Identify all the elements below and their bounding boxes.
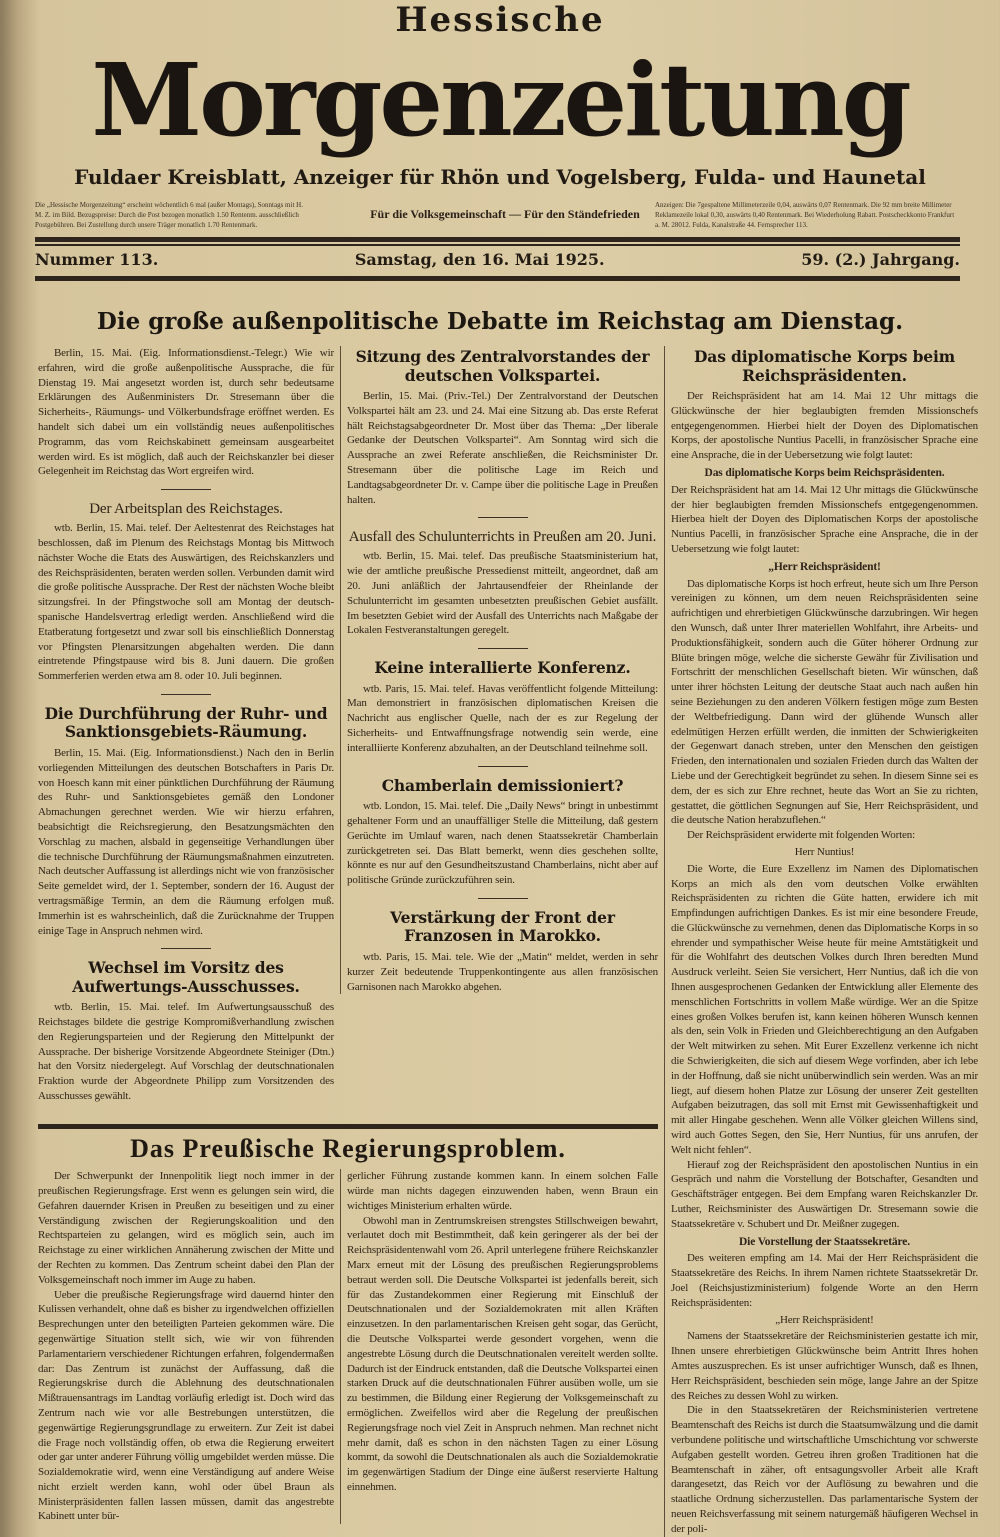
article-text: Die in den Staatssekretären der Reichsministerien vertretene Beamtenschaft des Reichs ist durch die Staatsumwälzung und die damit verbundene politische und wirtschaftliche Umschichtung vor schwerste Aufgaben gestellt worden. Getreu ihren großen Traditionen hat die Beamtenschaft in zäher, oft entsagungsvoller Arbeit alle Kraft darangesetzt, das Reich vor der Auflösung zu bewahren und die staatliche Ordnung sicherzustellen. Das parlamentarische System der neuen Reichsverfassung mit seinem naturgemäß häufigeren Wechsel in der poli- <box>671 1404 978 1535</box>
subheading: Die Vorstellung der Staatssekretäre. <box>739 1235 910 1248</box>
masthead-title: Morgenzeitung <box>91 41 909 159</box>
article-title: Ausfall des Schulunterrichts in Preußen am 20. Juni. <box>348 529 657 546</box>
article-text: Namens der Staatssekretäre der Reichsministerien gestatte ich mir, Ihnen unsere ehrerbietigen Glückwünsche beim Antritt Ihres hohen Amtes auszusprechen. Es ist unser aufrichtiger Wunsch, daß es Ihnen, Herr Reichspräsident, beschieden sein möge, lange Jahre an der Spitze des Reiches zu dessen Wohl zu wirken. <box>671 1330 978 1402</box>
article-text: Obwohl man in Zentrumskreisen strengstes Stillschweigen bewahrt, verlautet doch mit Bestimmtheit, daß kein geringerer als der bei der Reichspräsidentenwahl vom 26. April unterlegene frühere Reichskanzler Marx erneut mit der Lösung des preußischen Regierungsproblems betraut werden soll. Die Deutsche Volkspartei ist jedenfalls bereit, sich für das Zustandekommen einer Regierung mit Einschluß der Deutschnationalen und der Sozialdemokraten mit allen Kräften einzusetzen. In den parlamentarischen Kreisen geht sogar, das Gerücht, die Deutsche Volkspartei werde gesondert vorgehen, wenn die angestrebte Lösung durch die Deutschnationalen vereitelt werden sollte. Dadurch ist der Eindruck entstanden, daß die Deutsche Volkspartei einen starken Druck auf die deutschnationalen Führer ausüben wolle, um sie zu bestimmen, die Bildung einer Regierung der Volksgemeinschaft zu ermöglichen. Zweifellos wird aber die Regelung der preußischen Regierungsfrage noch viel Zeit in Anspruch nehmen. Man rechnet nicht mehr damit, daß es schon in den nächsten Tagen zu einer Lösung kommt, da sowohl die Deutschnationalen als auch die Sozialdemokratie im gegenwärtigen Stadium der Dinge eine äußerst reservierte Haltung einnehmen. <box>347 1214 658 1493</box>
motto: Für die Volksgemeinschaft — Für den Ständefrieden <box>370 207 640 221</box>
article-text: Des weiteren empfing am 14. Mai der Herr Reichspräsident die Staatssekretäre des Reichs. In ihrem Namen richtete Staatssekretär Dr. Joel (Reichsjustizministerium) folgende Worte an den Herrn Reichspräsidenten: <box>671 1252 978 1309</box>
column-2 <box>340 346 658 994</box>
separator <box>161 948 211 949</box>
separator <box>478 766 528 767</box>
separator <box>478 648 528 649</box>
subscription-info: Die „Hessische Morgenzeitung“ erscheint wöchentlich 6 mal (außer Montags), Sonntags mit H. M. Z. im Bild. Bezugspreise: Durch die Post bezogen monatlich 1.50 Rentenm. ausschließlich Postgebühren. Bei Zustellung durch unsere Träger monatlich 1.70 Rentenmark. <box>35 201 303 229</box>
lower-column-1 <box>38 1169 334 1524</box>
article-title: Das diplomatische Korps beim Reichspräsidenten. <box>694 347 955 385</box>
subheading: Das diplomatische Korps beim Reichspräsidenten. <box>704 466 945 479</box>
lower-article <box>38 1124 658 1524</box>
salutation: „Herr Reichspräsident! <box>775 1313 874 1326</box>
salutation: Herr Nuntius! <box>794 845 855 858</box>
article-text: Hierauf zog der Reichspräsident den apostolischen Nuntius in ein Gespräch und nahm die Vorstellung der Botschafter, Gesandten und Geschäftsträger entgegen. Bei dem Empfang waren Reichskanzler Dr. Luther, Reichsminister des Auswärtigen Dr. Stresemann sowie die Staatssekretäre v. Schubert und Dr. Meißner zugegen. <box>671 1158 978 1230</box>
rule <box>35 244 960 246</box>
separator <box>161 489 211 490</box>
article-title: Die Durchführung der Ruhr- und Sanktionsgebiets-Räumung. <box>44 703 328 742</box>
issue-number: Nummer 113. <box>35 250 159 269</box>
separator <box>478 898 528 899</box>
lower-columns <box>38 1169 658 1524</box>
lower-column-2 <box>340 1169 658 1524</box>
article-title: Chamberlain demissioniert? <box>381 775 624 795</box>
separator <box>161 694 211 695</box>
article-text: wtb. Paris, 15. Mai. tele. Wie der „Matin“ meldet, werden in sehr kurzer Zeit bedeutende Truppenkontingente aus allen französischen Garnisonen nach Marokko abgehen. <box>347 950 658 993</box>
column-3 <box>664 346 978 1537</box>
article-text: gerlicher Führung zustande kommen kann. In einem solchen Falle würde man nichts dagegen einzuwenden haben, wenn Braun ein wichtiges Ministerium erhalten würde. <box>347 1170 658 1212</box>
article-text: wtb. London, 15. Mai. telef. Die „Daily News“ bringt in unbestimmt gehaltener Form und an unauffälliger Stelle die Mitteilung, daß gestern Gerüchte im Umlauf waren, nach denen Staatssekretär Chamberlain zurückgetreten sei. Das Blatt bemerkt, wenn dies geschehen sollte, könnte es nur auf den Gesundheitszustand Chamberlains, nicht aber auf politische Gründe zurückzuführen sein. <box>347 800 658 887</box>
issue-bar <box>35 250 960 269</box>
article-text: Der Reichspräsident erwiderte mit folgenden Worten: <box>687 829 915 842</box>
rule <box>38 1124 658 1129</box>
article-grid <box>38 346 978 1537</box>
separator <box>478 517 528 518</box>
volume: 59. (2.) Jahrgang. <box>801 250 960 269</box>
advertising-info: Anzeigen: Die 7gespaltene Millimeterzeile 0,04, auswärts 0,07 Rentenmark. Die 92 mm breite Millimeter Reklamezeile lokal 0,30, auswärts 0,40 Rentenmark. Bei Wiederholung Rabatt. Postscheckkonto Frankfurt a. M. 28012. Fulda, Kanalstraße 44. Fernsprecher 113. <box>655 201 955 229</box>
article-text: Die Worte, die Eure Exzellenz im Namen des Diplomatischen Korps an mich als den vom deutschen Volke erwählten Reichspräsidenten zu richten die Güte hatten, erwidere ich mit Empfindungen aufrichtigen Dankes. Es ist mir eine besondere Freude, die Glückwünsche zu vernehmen, denen das Diplomatische Korps in so ehrender und sympathischer Weise heute für meine Amtstätigkeit und für die Wohlfahrt des deutschen Volkes durch Ihren beredten Mund Ausdruck verleiht. Seien Sie versichert, Herr Nuntius, daß ich die von Ihnen ausgesprochenen Gedanken der Entwicklung aller Elemente des menschlichen Fortschritts in vollem Maße würdige. Wer an die Spitze eines großen Volkes berufen ist, kann keinen höheren Wunsch kennen als den, sein Volk in Frieden und Gleichberechtigung an den Aufgaben der Welt mitwirken zu sehen. Mit Eurer Exzellenz verkenne ich nicht die Schwierigkeiten, die sich auf diesem Wege vorfinden, aber ich lebe in der Hoffnung, daß sie nicht unüberwindlich sein werden. Was an mir liegt, auf diesem hohen Platze zur Lösung der unserer Zeit gestellten Aufgaben beizutragen, das soll mit Ernst mit Gewissenhaftigkeit und mit aller Hingabe geschehen. Wenn alle Völker gleichen Willens sind, wird auch Gottes Segen, den Sie, Herr Nuntius, für uns anrufen, der Welt nicht fehlen“. <box>671 862 978 1156</box>
article-title: Keine interallierte Konferenz. <box>374 658 631 678</box>
lower-headline: Das Preußische Regierungsproblem. <box>130 1134 566 1164</box>
lead-article-text: Berlin, 15. Mai. (Eig. Informationsdienst.-Telegr.) Wie wir erfahren, wird die große außenpolitische Aussprache, die für Dienstag 19. Mai angesetzt worden ist, durch sehr bedeutsame Erklärungen des Außenministers Dr. Stresemann über die Sicherheits-, Räumungs- und Völkerbundsfrage eröffnet werden. Es handelt sich dabei um ein vollständig neues außenpolitisches Programm, das vom Reichskabinett gemeinsam ausgearbeitet werden wird. Es ist möglich, daß auch der Reichskanzler bei dieser Gelegenheit im Reichstag das Wort ergreifen wird. <box>38 347 334 478</box>
issue-date: Samstag, den 16. Mai 1925. <box>354 250 605 269</box>
main-headline: Die große außenpolitische Debatte im Reichstag am Dienstag. <box>96 308 904 335</box>
salutation: „Herr Reichspräsident! <box>768 560 881 573</box>
article-text: Der Schwerpunkt der Innenpolitik liegt noch immer in der preußischen Regierungsfrage. Erst wenn es gelungen sein wird, die Gefahren dauernder Krisen in Preußen zu beseitigen und zu einer Verständigung zwischen der Regierungskoalition und den Rechtsparteien zu gelangen, wird es möglich sein, auch im Reichstage zu einer wirklichen Annäherung zwischen der Mitte und der Rechten zu kommen. Das Zentrum scheint dabei den Plan der Volksgemeinschaft noch immer im Auge zu haben. <box>38 1170 334 1286</box>
column-1 <box>38 346 334 1104</box>
article-text: wtb. Berlin, 15. Mai. telef. Im Aufwertungsausschuß des Reichstages bildete die gestrige Kompromißverhandlung zwischen den Regierungsparteien und der Regierung den Mittelpunkt der Aussprache. Der bisherige Vorsitzende Abgeordnete Steiniger (Dtn.) hat den Vorsitz niedergelegt. Auf Vorschlag der deutschnationalen Fraktion wurde der Abgeordnete Philipp zum Vorsitzenden des Ausschusses gewählt. <box>38 1001 334 1103</box>
article-text: Ueber die preußische Regierungsfrage wird dauernd hinter den Kulissen verhandelt, ohne daß es bisher zu irgendwelchen offiziellen Besprechungen unter den beteiligten Parteien gekommen wäre. Die gegenwärtige Situation stellt sich, wie wir von führenden Parlamentariern verschiedener Richtungen erfahren, folgendermaßen dar: Das Zentrum ist zunächst der Auffassung, daß die Regierungskrise durch die Ablehnung des deutschnationalen Mißtrauensantrags im Landtag vorläufig erledigt ist. Doch wird das Zentrum nach wie vor alle Bestrebungen unterstützen, die gegenwärtige Regierungsgrundlage zu erweitern. Zur Zeit ist dabei die Frage noch vollständig offen, ob etwa die Regierung erweitert oder gar unter anderer Führung völlig umgebildet werden müsse. Die Sozialdemokratie wird, wenn eine Verständigung auf andere Weise nicht erzielt werden kann, wohl oder übel Braun als Ministerpräsidenten fallen lassen müssen, damit das angestrebte Kabinett unter bür- <box>38 1288 334 1523</box>
article-title: Wechsel im Vorsitz des Aufwertungs-Ausschusses. <box>72 958 300 996</box>
masthead-prefix: Hessische <box>395 0 605 40</box>
article-title: Der Arbeitsplan des Reichstages. <box>89 501 283 518</box>
article-text: Der Reichspräsident hat am 14. Mai 12 Uhr mittags die Glückwünsche der hier beglaubigten fremden Missionschefs entgegengenommen. Hierbea hielt der Doyen des Diplomatischen Korps der apostolische Nuntius Pacelli, in französischer Sprache eine Ansprache, die in der Uebersetzung wie folgt lautet: <box>671 483 978 555</box>
article-text: Der Reichspräsident hat am 14. Mai 12 Uhr mittags die Glückwünsche der hier beglaubigten fremden Missionschefs entgegengenommen. Hierbei hielt der Doyen des Diplomatischen Korps, der apostolische Nuntius Pacelli, in französischer Sprache eine eine Ansprache, die in der Uebersetzung wie folgt lautet: <box>671 390 978 462</box>
article-title: Verstärkung der Front der Franzosen in Marokko. <box>390 907 615 946</box>
masthead-subtitle: Fuldaer Kreisblatt, Anzeiger für Rhön und Vogelsberg, Fulda- und Haunetal <box>74 165 926 189</box>
article-text: Berlin, 15. Mai. (Priv.-Tel.) Der Zentralvorstand der Deutschen Volkspartei hält am 23. und 24. Mai eine Sitzung ab. Das erste Referat hält Reichstagsabgeordneter Dr. Most über das Thema: „Der liberale Gedanke der Deutschen Volkspartei“. Am Sonntag wird sich die Aussprache an zwei Referate anschließen, die Reichsminister Dr. Stresemann über die politische Lage im Reich und Landtagsabgeordneter Dr. v. Campe über die politische Lage in Preußen halten. <box>347 390 658 506</box>
article-text: wtb. Berlin, 15. Mai. telef. Das preußische Staatsministerium hat, wie der amtliche preußische Pressedienst mitteilt, angeordnet, daß am 20. Juni anläßlich der Jahrtausendfeier der Rheinlande der Schulunterricht im gesamten unbesetzten preußischen Gebiet ausfällt. Im besetzten Gebiet wird der Ausfall des Unterrichts nach Maßgabe der Lokalen Festveranstaltungen geregelt. <box>347 550 658 637</box>
rule <box>35 237 960 242</box>
article-title: Sitzung des Zentralvorstandes der deutschen Volkspartei. <box>355 347 650 385</box>
article-text: wtb. Berlin, 15. Mai. telef. Der Aeltestenrat des Reichstages hat beschlossen, daß im Plenum des Reichstags Montag bis Mittwoch nächster Woche die Etats des Auswärtigen, des Reichskanzlers und des Reichspräsidenten, beraten werden sollen. Verbunden damit wird die große politische Aussprache. Der Rest der nächsten Woche bleibt sitzungsfrei. In der Pfingstwoche soll am Montag der deutsch-spanische Handelsvertrag erledigt werden. Anschließend wird die Etatberatung fortgesetzt und zwar soll bis einschließlich Donnerstag vor Pfingsten Plenarsitzungen abgehalten werden. Die dann eintretende Pfingstpause wird bis 8. Juni dauern. Die großen Sommerferien werden etwa am 8. oder 10. Juli beginnen. <box>38 522 334 683</box>
article-text: Berlin, 15. Mai. (Eig. Informationsdienst.) Nach den in Berlin vorliegenden Mitteilungen des deutschen Botschafters in Paris Dr. von Hoesch kann mit einer pünktlichen Durchführung der Räumung des Ruhr- und Sanktionsgebietes gemäß den Londoner Abmachungen gerechnet werden. Wie wir hierzu erfahren, beabsichtigt die Reichsregierung, den Besatzungsmächten den Vorschlag zu machen, alsbald in gegenseitige Verhandlungen über die technische Durchführung der Räumungsmaßnahmen einzutreten. Nach deutscher Auffassung ist allerdings nicht wie von französischer Seite gemeldet wird, der 1. September, sondern der 16. August der vertragsmäßige Termin, an dem die Räumung erfolgen muß. Immerhin ist es wahrscheinlich, daß die Zurücknahme der Truppen einige Tage in Anspruch nehmen wird. <box>38 746 334 937</box>
article-text: wtb. Paris, 15. Mai. telef. Havas veröffentlicht folgende Mitteilung: Man demonstriert in französischen diplomatischen Kreisen die Nachricht aus englischer Quelle, nach der es zur Regelung der Sicherheits- und Entwaffnungsfrage notwendig sein werde, eine interalliierte Konferenz abzuhalten, an der Deutschland teilnehme soll. <box>347 682 658 754</box>
rule <box>35 276 960 281</box>
article-text: Das diplomatische Korps ist hoch erfreut, heute sich um Ihre Person vereinigen zu können, um dem neuen Reichspräsidenten seine aufrichtigen und ehrerbietigen Glückwünsche darzubringen. Wir hegen den Wunsch, daß unter Ihrer materiellen Wohlfahrt, ihre Arbeits- und Produktionsfähigkeit, sondern auch die Güter höherer Ordnung zur Blüte bringen möge, welche die sicherste Gewähr für Zivilisation und Fortschritt der menschlichen Gesellschaft bieten. Wir wünschen, daß unter ihrer höchsten Leitung der deutsche Staat auch nach außen hin seine Beziehungen zu den anderen Völkern festigen möge zum Besten der Weltbefriedigung. Dann wird der glühende Wunsch aller edelmütigen Herzen erfüllt werden, die inmitten der Schwierigkeiten der Gegenwart danach streben, unter den Menschen den geistigen Frieden, den internationalen und sozialen Frieden durch das Walten der Liebe und der Gerechtigkeit begründet zu sehen. In diesem Sinne sei es dem, der es sich zur Ehre rechnet, heute das Wort an Sie zu richten, gestattet, die göttlichen Segnungen auf Sie, Herr Reichspräsident, und die deutsche Nation herabzuflehen.“ <box>671 577 978 827</box>
